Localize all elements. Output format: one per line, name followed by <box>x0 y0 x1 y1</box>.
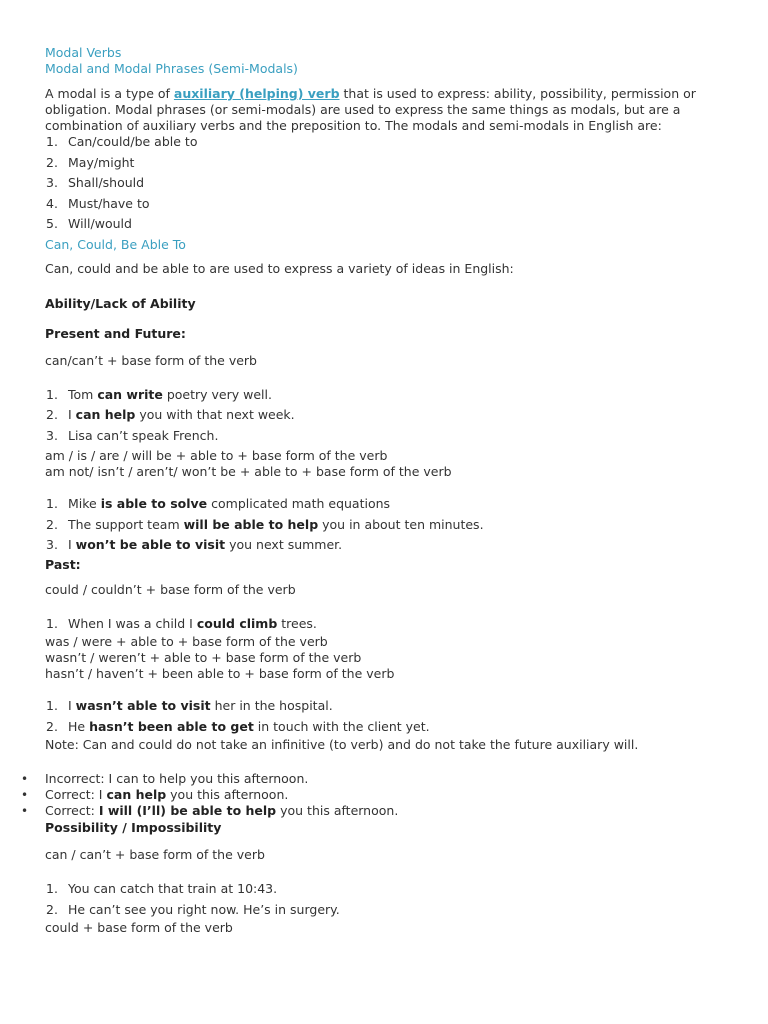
formula-wasnt-werent: wasn’t / weren’t + able to + base form of the verb <box>45 650 362 665</box>
intro-paragraph <box>45 86 735 134</box>
list-item: 1. When I was a child I could climb trees. <box>46 615 317 631</box>
list-item: 1. I wasn’t able to visit her in the hospital. <box>46 698 333 713</box>
present-future-title: Present and Future: <box>45 325 186 341</box>
can-intro-text: Can, could and be able to are used to express a variety of ideas in English: <box>45 260 514 276</box>
intro-text-post: that is used to express: ability, possibility, permission or obligation. Modal phrases (or semi-modals) are used to express the same things as modals, but are a combination of auxiliary verbs and the preposition to. The modals and semi-modals in English are: <box>45 86 696 133</box>
heading-modal-phrases[interactable]: Modal and Modal Phrases (Semi-Modals) <box>45 61 298 76</box>
ability-examples-3 <box>45 614 735 635</box>
list-item: 4. Must/have to <box>46 195 150 211</box>
modals-list <box>45 132 735 235</box>
list-item: 1. Mike is able to solve complicated math equations <box>46 496 391 511</box>
list-item: 3. I won’t be able to visit you next summer. <box>46 537 343 552</box>
possibility-title: Possibility / Impossibility <box>45 820 222 835</box>
list-item: • Correct: I can help you this afternoon. <box>21 787 289 802</box>
list-item: 2. I can help you with that next week. <box>46 407 295 422</box>
formula-was-were: was / were + able to + base form of the verb <box>45 634 328 649</box>
list-item: • Incorrect: I can to help you this afternoon. <box>21 771 309 786</box>
heading-modal-verbs[interactable]: Modal Verbs <box>45 45 122 60</box>
list-item: 3. Lisa can’t speak French. <box>46 427 219 443</box>
formula-could-base: could + base form of the verb <box>45 920 233 935</box>
correct-incorrect-list <box>21 771 735 819</box>
intro-text-pre: A modal is a type of <box>45 86 174 101</box>
list-item: • Correct: I will (I’ll) be able to help you this afternoon. <box>21 803 399 818</box>
list-item: 2. The support team will be able to help you in about ten minutes. <box>46 516 484 532</box>
formula-am-is-are: am / is / are / will be + able to + base form of the verb <box>45 448 388 463</box>
possibility-examples <box>45 879 735 920</box>
formula-am-not: am not/ isn’t / aren’t/ won’t be + able to + base form of the verb <box>45 464 452 479</box>
ability-title: Ability/Lack of Ability <box>45 295 196 311</box>
note-text: Note: Can and could do not take an infinitive (to verb) and do not take the future auxiliary will. <box>45 737 639 752</box>
list-item: 2. He can’t see you right now. He’s in surgery. <box>46 901 340 917</box>
formula-can-cant: can / can’t + base form of the verb <box>45 847 265 862</box>
list-item: 1. You can catch that train at 10:43. <box>46 881 278 896</box>
ability-examples-4 <box>45 696 735 737</box>
heading-can-could[interactable]: Can, Could, Be Able To <box>45 236 186 252</box>
list-item: 3. Shall/should <box>46 175 145 190</box>
list-item: 2. He hasn’t been able to get in touch with the client yet. <box>46 718 430 734</box>
formula-hasnt-havent: hasn’t / haven’t + been able to + base form of the verb <box>45 666 395 681</box>
document-page <box>21 45 735 936</box>
formula-can: can/can’t + base form of the verb <box>45 352 257 368</box>
list-item: 1. Tom can write poetry very well. <box>46 386 272 402</box>
ability-examples-2 <box>45 494 735 556</box>
list-item: 2. May/might <box>46 154 135 170</box>
formula-could: could / couldn’t + base form of the verb <box>45 581 296 597</box>
list-item: 1. Can/could/be able to <box>46 134 198 149</box>
past-title: Past: <box>45 556 81 572</box>
ability-examples-1 <box>45 385 735 447</box>
list-item: 5. Will/would <box>46 216 132 231</box>
auxiliary-verb-link[interactable]: auxiliary (helping) verb <box>173 86 340 101</box>
